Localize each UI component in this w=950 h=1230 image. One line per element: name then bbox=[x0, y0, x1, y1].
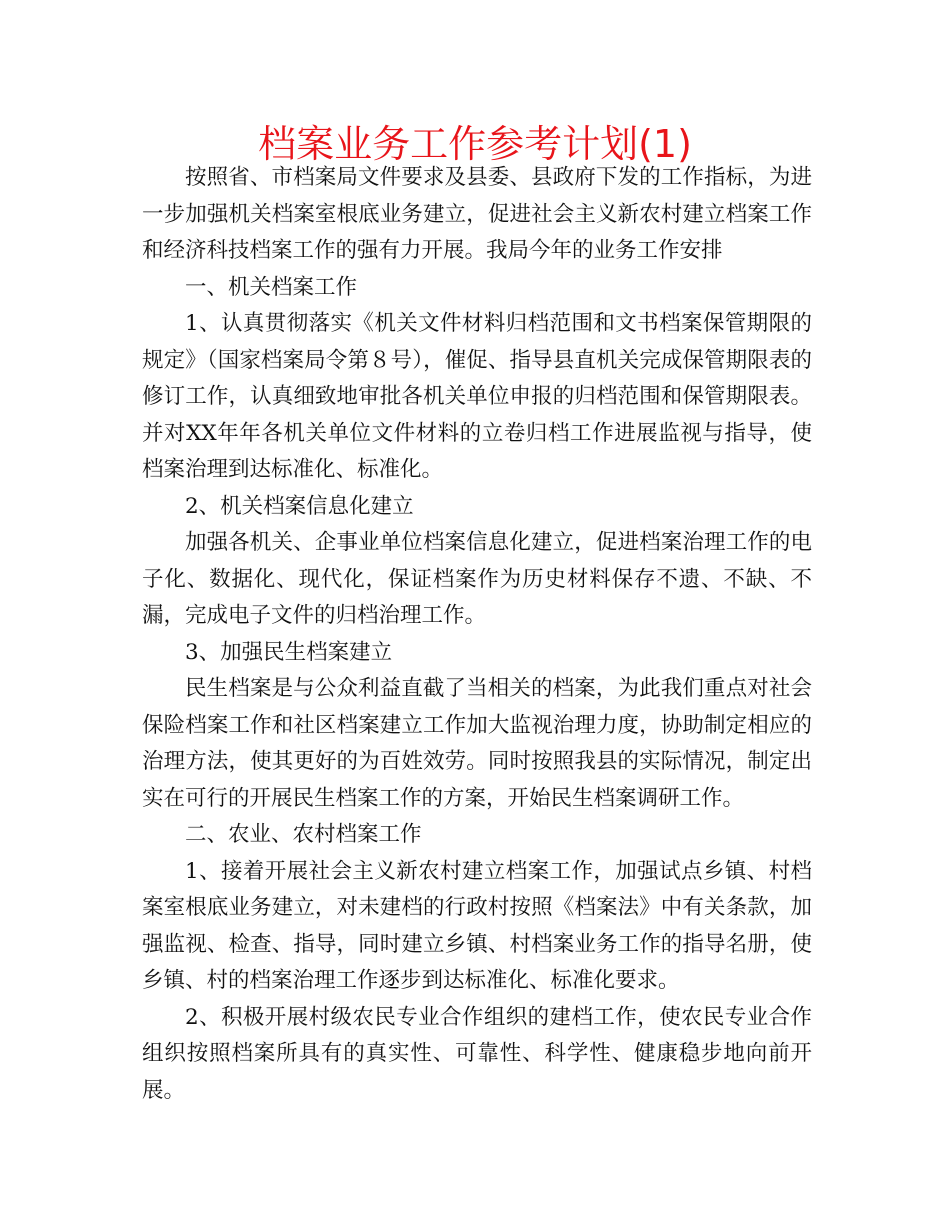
subheading-1-2: 2、机关档案信息化建立 bbox=[185, 493, 414, 519]
section-heading-1: 一、机关档案工作 bbox=[185, 274, 358, 300]
document-title: 档案业务工作参考计划(1) bbox=[258, 122, 692, 166]
paragraph-1-2: 加强各机关、企事业单位档案信息化建立，促进档案治理工作的电子化、数据化、现代化，保证档案作为历史材料保存不遗、不缺、不漏，完成电子文件的归档治理工作。 bbox=[142, 530, 812, 628]
paragraph-2-2: 2、积极开展村级农民专业合作组织的建档工作，使农民专业合作组织按照档案所具有的真实性、可靠性、科学性、健康稳步地向前开展。 bbox=[142, 1004, 812, 1103]
paragraph-1-1: 1、认真贯彻落实《机关文件材料归档范围和文书档案保管期限的规定》（国家档案局令第８号），催促、指导县直机关完成保管期限表的修订工作，认真细致地审批各机关单位申报的归档范围和保管期限表。并对XX年年各机关单位文件材料的立卷归档工作进展监视与指导，使档案治理到达标准化、标准化。 bbox=[142, 311, 812, 482]
intro-paragraph: 按照省、市档案局文件要求及县委、县政府下发的工作指标，为进一步加强机关档案室根底业务建立，促进社会主义新农村建立档案工作和经济科技档案工作的强有力开展。我局今年的业务工作安排 bbox=[142, 165, 812, 263]
section-heading-2: 二、农业、农村档案工作 bbox=[185, 822, 422, 847]
document-body bbox=[142, 160, 812, 1109]
subheading-1-3: 3、加强民生档案建立 bbox=[185, 639, 393, 665]
paragraph-1-3: 民生档案是与公众利益直截了当相关的档案，为此我们重点对社会保险档案工作和社区档案建立工作加大监视治理力度，协助制定相应的治理方法，使其更好的为百姓效劳。同时按照我县的实际情况，制定出实在可行的开展民生档案工作的方案，开始民生档案调研工作。 bbox=[142, 676, 812, 811]
paragraph-2-1: 1、接着开展社会主义新农村建立档案工作，加强试点乡镇、村档案室根底业务建立，对未建档的行政村按照《档案法》中有关条款，加强监视、检查、指导，同时建立乡镇、村档案业务工作的指导名册，使乡镇、村的档案治理工作逐步到达标准化、标准化要求。 bbox=[142, 858, 812, 993]
